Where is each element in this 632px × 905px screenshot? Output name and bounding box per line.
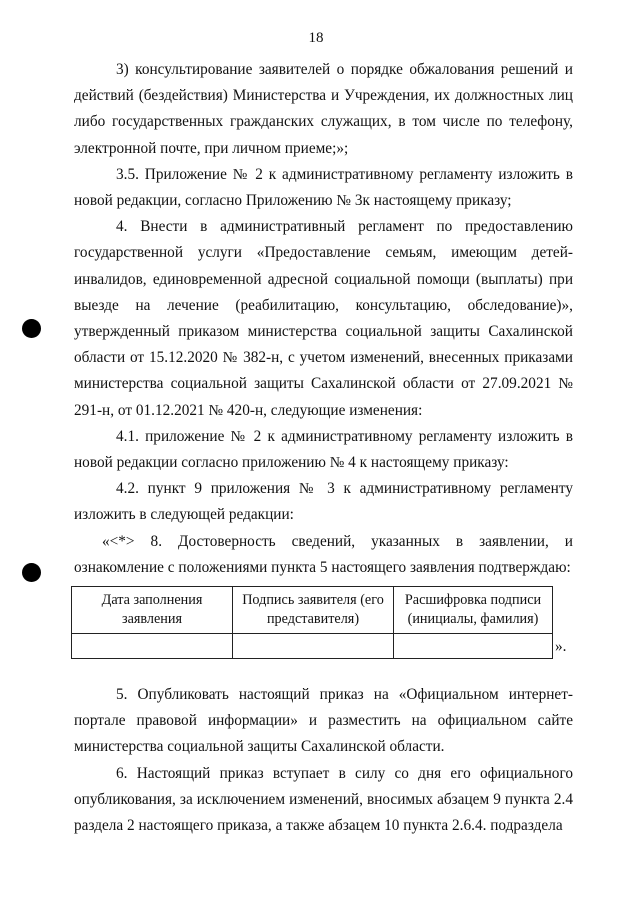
table-end-quote: ».: [555, 638, 567, 655]
signature-table: [71, 586, 553, 659]
paragraph-quoted-item-8: «<*> 8. Достоверность сведений, указанных в заявлении, и ознакомление с положениями пункта 5 настоящего заявления подтверждаю:: [74, 532, 573, 576]
table-cell: [72, 634, 233, 659]
text-block-bottom: [74, 682, 573, 839]
paragraph-6: 6. Настоящий приказ вступает в силу со дня его официального опубликования, за исключением изменений, вносимых абзацем 9 пункта 2.4 раздела 2 настоящего приказа, а также абзацем 10 пункта 2.6.4. подраздела: [74, 764, 573, 835]
binder-hole-bottom: [22, 563, 41, 582]
paragraph-3-5: 3.5. Приложение № 2 к административному регламенту изложить в новой редакции, согласно Приложению № 3к настоящему приказу;: [74, 165, 573, 210]
table-header-cell: Дата заполнения заявления: [72, 587, 233, 634]
binder-hole-top: [22, 319, 41, 338]
table-cell: [394, 634, 553, 659]
table-header-cell: Расшифровка подписи (инициалы, фамилия): [394, 587, 553, 634]
table-cell: [233, 634, 394, 659]
page-number: 18: [308, 30, 324, 46]
paragraph-4-1: 4.1. приложение № 2 к административному регламенту изложить в новой редакции согласно приложению № 4 к настоящему приказу:: [74, 427, 573, 472]
paragraph-3-consulting: 3) консультирование заявителей о порядке обжалования решений и действий (бездействия) Министерства и Учреждения, их должностных лиц либо государственных гражданских служащих, в том числе по телефону, электронной почте, при личном приеме;»;: [74, 61, 573, 157]
paragraph-4-2: 4.2. пункт 9 приложения № 3 к административному регламенту изложить в следующей редакции:: [74, 480, 573, 524]
paragraph-5: 5. Опубликовать настоящий приказ на «Официальном интернет-портале правовой информации» и разместить на официальном сайте министерства социальной защиты Сахалинской области.: [74, 686, 573, 756]
table-header-row: [72, 587, 553, 634]
text-block-top: [74, 57, 573, 581]
table-row: [72, 634, 553, 659]
table-header-cell: Подпись заявителя (его представителя): [233, 587, 394, 634]
paragraph-4: 4. Внести в административный регламент по предоставлению государственной услуги «Предоставление семьям, имеющим детей-инвалидов, единовременной адресной социальной помощи (выплаты) при выезде на лечение (реабилитацию, консультацию, обследование)», утвержденный приказом министерства социальной защиты Сахалинской области от 15.12.2020 № 382-н, с учетом изменений, внесенных приказами министерства социальной защиты Сахалинской области от 27.09.2021 № 291-н, от 01.12.2021 № 420-н, следующие изменения:: [74, 218, 573, 419]
